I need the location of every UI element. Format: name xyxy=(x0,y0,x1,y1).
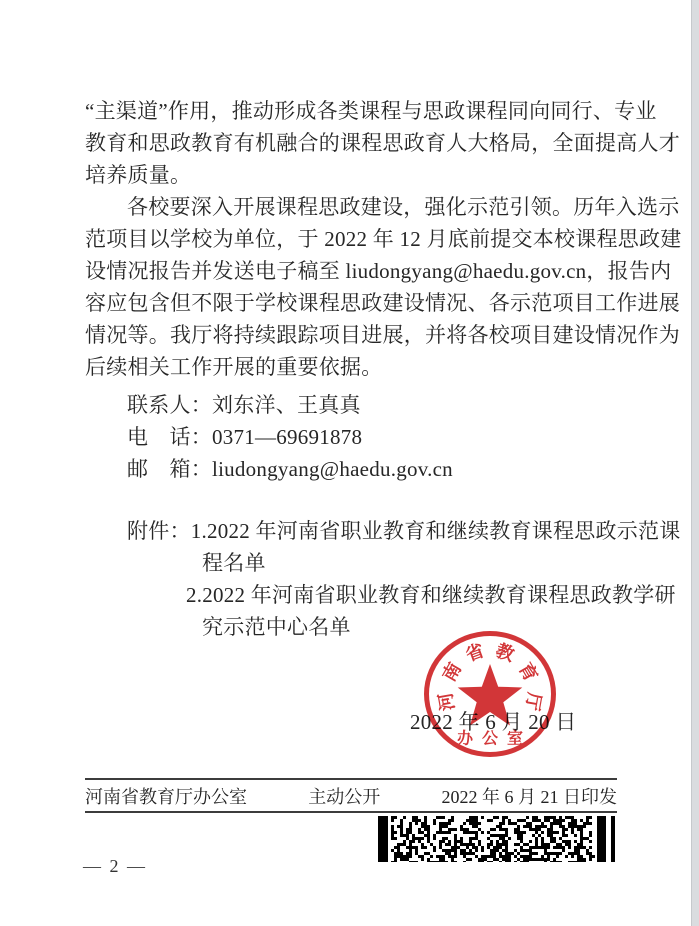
seal-bottom-text: 办公室 xyxy=(456,730,533,748)
star-icon xyxy=(455,663,525,731)
page-number: — 2 — xyxy=(83,856,147,876)
attachment-line: 附件：1.2022 年河南省职业教育和继续教育课程思政示范课 xyxy=(127,519,681,543)
seal-arc-char: 南 xyxy=(438,659,466,685)
body-line: 容应包含但不限于学校课程思政建设情况、各示范项目工作进展 xyxy=(85,291,680,315)
attachment-line: 程名单 xyxy=(202,551,266,575)
seal-arc-char: 教 xyxy=(493,640,517,666)
body-line: 情况等。我厅将持续跟踪项目进展，并将各校项目建设情况作为 xyxy=(85,323,680,347)
footer-print-date: 2022 年 6 月 21 日印发 xyxy=(441,787,617,807)
seal-arc-char: 育 xyxy=(514,659,542,685)
body-line: 各校要深入开展课程思政建设，强化示范引领。历年入选示 xyxy=(127,195,680,219)
body-line: 范项目以学校为单位，于 2022 年 12 月底前提交本校课程思政建 xyxy=(85,227,682,251)
attachment-line: 2.2022 年河南省职业教育和继续教育课程思政教学研 xyxy=(186,583,676,607)
footer-rule-bottom xyxy=(85,811,617,813)
footer-rule-top xyxy=(85,778,617,780)
official-seal xyxy=(424,631,556,757)
contact-email: 邮 箱：liudongyang@haedu.gov.cn xyxy=(127,457,453,481)
document-barcode xyxy=(378,816,617,862)
body-line: 后续相关工作开展的重要依据。 xyxy=(85,355,383,379)
contact-person: 联系人：刘东洋、王真真 xyxy=(127,393,361,417)
scan-edge-shadow xyxy=(691,0,699,926)
body-line: 教育和思政教育有机融合的课程思政育人大格局，全面提高人才 xyxy=(85,131,680,155)
signature-date: 2022 年 6 月 20 日 xyxy=(410,710,577,734)
attachment-line: 究示范中心名单 xyxy=(202,615,351,639)
body-line: 培养质量。 xyxy=(85,163,192,187)
footer-row xyxy=(85,784,617,810)
footer-disclosure: 主动公开 xyxy=(308,787,381,807)
contact-phone: 电 话：0371—69691878 xyxy=(127,425,363,449)
body-line: 设情况报告并发送电子稿至 liudongyang@haedu.gov.cn，报告内 xyxy=(85,259,672,283)
seal-arc-char: 厅 xyxy=(521,691,545,713)
seal-arc-char: 省 xyxy=(463,640,487,666)
body-line: “主渠道”作用，推动形成各类课程与思政课程同向同行、专业 xyxy=(85,99,657,123)
footer-issuer: 河南省教育厅办公室 xyxy=(85,787,247,807)
seal-arc-char: 河 xyxy=(435,691,459,713)
